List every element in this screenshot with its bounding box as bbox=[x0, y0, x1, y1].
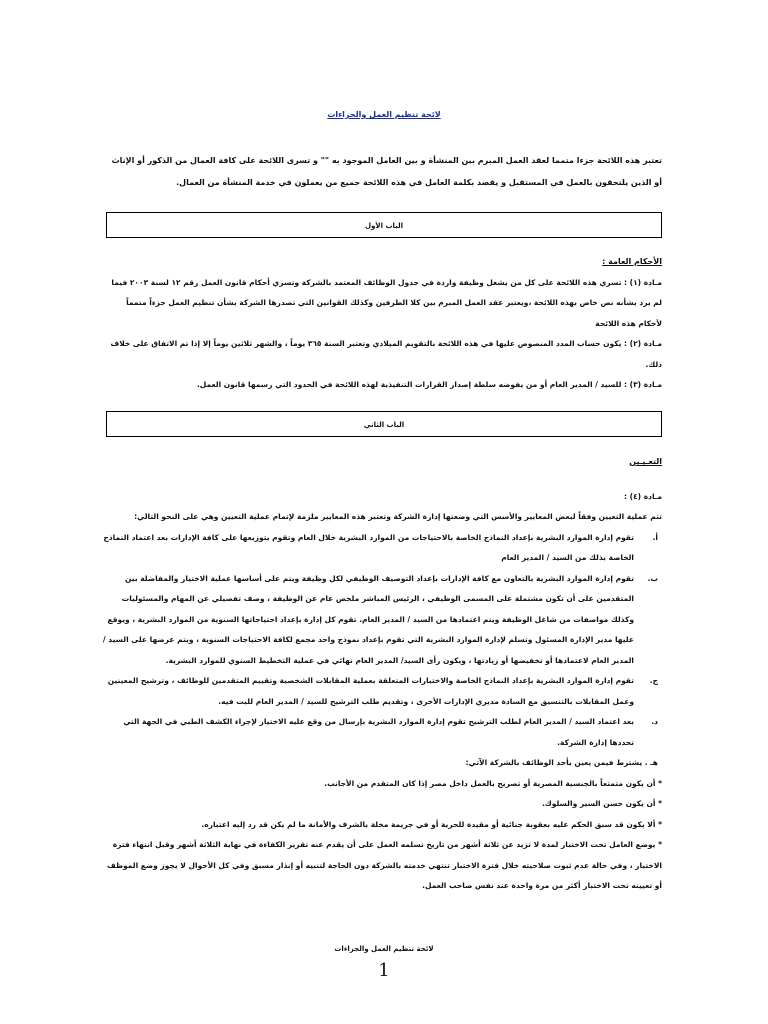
appointment-section bbox=[102, 452, 662, 897]
chapter-one-box bbox=[106, 212, 662, 238]
document-title: لائحة تنظيم العمل والجزاءات bbox=[327, 110, 441, 119]
article-3: مـادة (٣) : للسيد / المدير العام أو من يفوضه سلطة إصدار القرارات التنفيذية لهذه اللائحة في الحدود التي رسمها قانون العمل. bbox=[196, 380, 662, 389]
article-2: مـادة (٢) : يكون حساب المدد المنصوص عليها في هذه اللائحة بالتقويم الميلادي وتعتبر السنة ٣٦٥ يوماً ، والشهر ثلاثين يوماً إلا إذا تم الاتفاق على خلاف ذلك. bbox=[110, 339, 662, 369]
condition-item: * ألا يكون قد سبق الحكم عليه بعقوبة جنائية أو مقيدة للحرية أو في جريمة مخلة بالشرف والأمانة ما لم يكن قد رد إليه اعتباره. bbox=[201, 819, 662, 829]
chapter-one-title: الباب الأول bbox=[364, 222, 404, 230]
list-item-text: تقوم إدارة الموارد البشرية بالتعاون مع كافة الإدارات بإعداد التوصيف الوظيفي لكل وظيفة ويتم على أساسها عملية الاختيار والمفاضلة بين المتقدمين على أن تكون مشتملة على المسمى الوظيفي ، الرئيس المباشر ملخص عام عن الوظيفة ، وصف تفصيلي عن المهام والمسئوليات وكذلك مواصفات من شاغل الوظيفة ويتم اعتمادها من السيد / المدير العام. تقوم كل إدارة بإعداد احتياجاتها السنوية من الموارد البشرية ، ويوقع عليها مدير الإدارة المسئول وتسلم لإدارة الموارد البشرية التي تقوم بإعداد نموذج واحد مجمع لكافة الاحتياجات السنوية ، ويتم عرضها على السيد / المدير العام لاعتمادها أو تخفيضها أو زيادتها ، ويكون رأى السيد/ المدير العام نهائي في عملية التخطيط السنوي للموارد البشرية. bbox=[102, 573, 634, 665]
article-1: مـادة (١) : تسري هذه اللائحة على كل من يشغل وظيفة واردة في جدول الوظائف المعتمد بالشركة وتسري أحكام قانون العمل رقم ١٢ لسنة ٢٠٠٣ فيما لم يرد بشأنه نص خاص بهذه اللائحة ،ويعتبر عقد العمل المبرم بين كلا الطرفين وكذلك القوانين التي تصدرها الشركة بشأن تنظيم العمل جزءاً متمماً لأحكام هذه اللائحة bbox=[111, 277, 662, 328]
list-item bbox=[102, 569, 662, 672]
list-marker: د. bbox=[651, 717, 658, 726]
list-marker: أ. bbox=[652, 532, 658, 542]
list-item-text: تقوم إدارة الموارد البشرية بإعداد النماذج الخاصة بالاحتياجات من الموارد البشرية خلال العام وتقوم بتوزيعها على كافة الإدارات بعد اعتماد النماذج الخاصة بذلك من السيد / المدير العام bbox=[103, 532, 634, 562]
article-4-intro: تتم عملية التعيين وفقاً لبعض المعايير والأسس التي وضعتها إدارة الشركة وتعتبر هذه المعايير ملزمة لإتمام عملية التعيين وهي على النحو التالي: bbox=[134, 512, 662, 521]
list-item bbox=[102, 712, 662, 753]
chapter-two-title: الباب الثاني bbox=[363, 421, 405, 429]
general-provisions-section bbox=[102, 252, 662, 396]
condition-item: * أن يكون حسن السير والسلوك. bbox=[542, 799, 662, 808]
item-h-conditions: هـ . يشترط فيمن يعين بأحد الوظائف بالشركة الآتي: bbox=[465, 758, 658, 767]
condition-item: * أن يكون متمتعاً بالجنسية المصرية أو تصريح بالعمل داخل مصر إذا كان المتقدم من الأجانب. bbox=[324, 778, 662, 788]
article-4-label: مـادة (٤) : bbox=[624, 491, 662, 501]
page-number: 1 bbox=[378, 960, 390, 981]
chapter-two-box bbox=[106, 411, 662, 437]
condition-item: * يوضع العامل تحت الاختبار لمدة لا تزيد عن ثلاثة أشهر من تاريخ تسلمه العمل على أن يقدم عنه تقرير الكفاءة في نهاية الثلاثة أشهر وقبل انتهاء فترة الاختبار ، وفي حالة عدم ثبوت صلاحيته خلال فترة الاختبار تنتهي خدمته بالشركة دون الحاجة لتنبيه أو إنذار مسبق وفي كل الأحوال لا يجوز وضع الموظف أو تعيينه تحت الاختبار أكثر من مرة واحدة عند نفس صاحب العمل. bbox=[107, 840, 662, 890]
intro-paragraph: تعتبر هذه اللائحة جزءا متمما لعقد العمل المبرم بين المنشأة و بين العامل الموجود به "" و تسرى اللائحة على كافة العمال من الذكور أو الإناث أو الذين يلتحقون بالعمل في المستقبل و يقصد بكلمة العامل في هذه اللائحة جميع من يعملون في خدمة المنشأة من العمال. bbox=[111, 156, 662, 187]
list-marker: ج. bbox=[649, 676, 658, 685]
appointment-heading: التعـيـين bbox=[629, 457, 662, 466]
list-marker: ب. bbox=[647, 573, 658, 583]
page-footer: لائحة تنظيم العمل والجزاءات bbox=[334, 945, 434, 953]
list-item bbox=[102, 671, 662, 712]
list-item-text: بعد اعتماد السيد / المدير العام لطلب الترشيح تقوم إدارة الموارد البشرية بإرسال من وقع عليه الاختيار لإجراء الكشف الطبي في الجهة التي تحددها إدارة الشركة. bbox=[123, 717, 634, 747]
list-item bbox=[102, 528, 662, 569]
list-item-text: تقوم إدارة الموارد البشرية بإعداد النماذج الخاصة والاختبارات المتعلقة بعملية المقابلات الشخصية وتقييم المتقدمين للوظائف ، وترشيح المعينين وعمل المقابلات بالتنسيق مع السادة مديري الإدارات الأخرى ، وتقديم طلب الترشيح للسيد / المدير العام للبت فيه. bbox=[107, 676, 634, 706]
general-provisions-heading: الأحكام العامة : bbox=[602, 257, 662, 266]
